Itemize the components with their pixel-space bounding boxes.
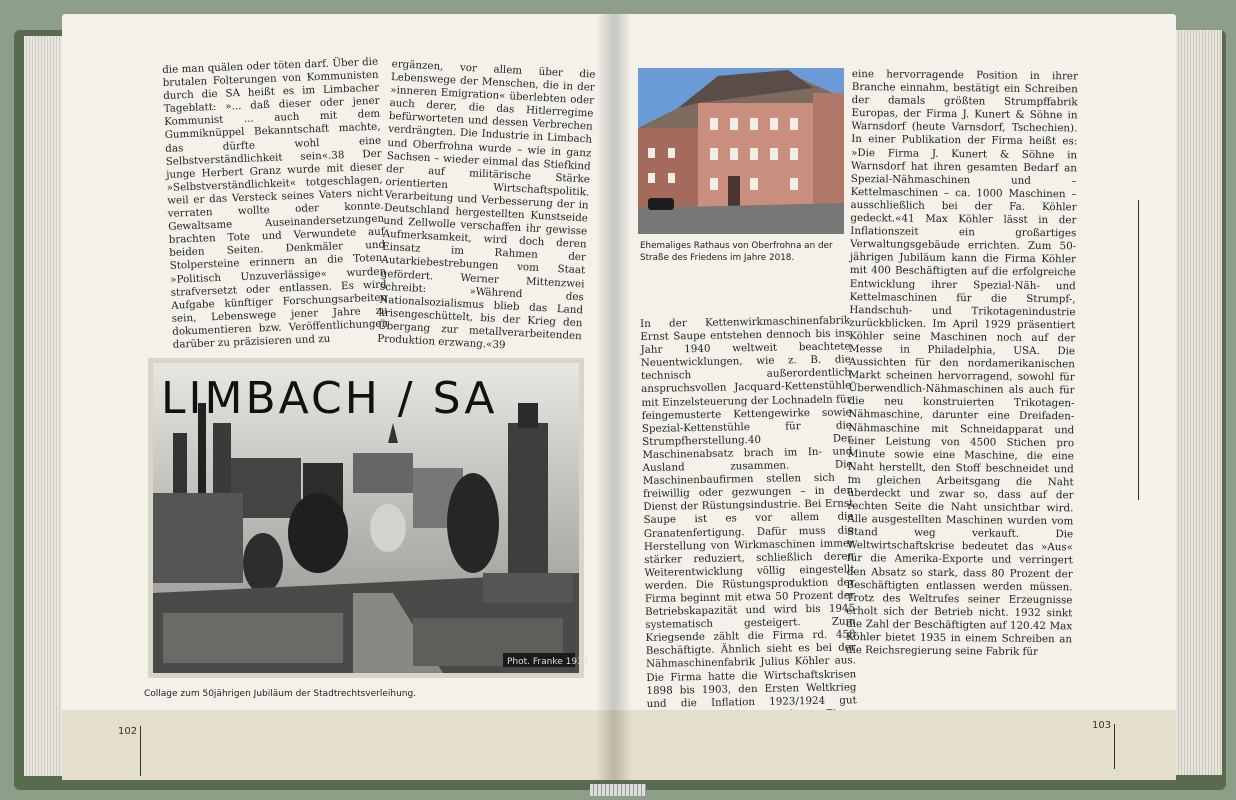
page-edges-right	[1170, 30, 1222, 775]
left-page	[62, 14, 614, 780]
right-column-2-text: eine hervorragende Position in ihrer Branche einnahm, bestätigt ein Schreiben der damals größten Strumpffabrik Europas, der Firma J. Kunert & Söhne in Warnsdorf (heute Varnsdorf, Tschechien). In einer Publikation der Firma heißt es: »Die Firma J. Kunert & Söhne in Warnsdorf hat ihren gesamten Bedarf an Spezial-Nähmaschinen und – Kettelmaschinen – ca. 1000 Maschinen – ausschließlich bei der Fa. Köhler gedeckt.«41 Max Köhler lässt in der Inflationszeit ein großartiges Verwaltungsgebäude errichten. Zum 50-jährigen Jubiläum kann die Firma Köhler mit 400 Beschäftigten auf die erfolgreiche Entwicklung ihrer Spezial-Näh- und Kettelmaschinen für die Strumpf-, Handschuh- und Trikotagenindustrie zurückblicken. Im April 1929 präsentiert Köhler seine Maschinen noch auf der Messe in Philadelphia, USA. Die Aussichten für den nordamerikanischen Markt scheinen hervorragend, sowohl für Überwendlich-Nähmaschinen als auch für die neu konstruierten Trikotagen-Nähmaschine, darunter eine Dreifaden-Nähmaschine mit Schneidapparat und einer Leistung von 4500 Stichen pro Minute sowie eine Maschine, die eine Naht herstellt, den Stoff beschneidet und im gleichen Arbeitsgang die Naht überdeckt und zwar so, dass auf der rechten Seite die Naht unsichtbar wird. Alle ausgestellten Maschinen wurden vom Stand weg verkauft. Die Weltwirtschaftskrise bedeutet das »Aus« für die Amerika-Exporte und verringert den Absatz so stark, dass 80 Prozent der Beschäftigten entlassen werden müssen. Trotz des Weltrufes seiner Erzeugnisse erholt sich der Betrieb nicht. 1932 sinkt die Zahl der Beschäftigten auf 120.42 Max Köhler bietet 1935 in einem Schreiben an die Reichsregierung seine Fabrik für	[845, 68, 1078, 659]
photo-credit: Phot. Franke 1937	[507, 657, 589, 667]
page-number-right: 103	[1092, 720, 1112, 731]
collage-title: LIMBACH / SA	[161, 373, 498, 424]
page-number-left: 102	[118, 726, 138, 737]
limbach-collage-photo	[148, 358, 589, 678]
right-page	[614, 14, 1176, 780]
right-page-column-1	[640, 314, 857, 737]
right-page-column-2	[846, 68, 1078, 660]
left-page-column-2	[377, 58, 596, 356]
left-column-2-text: ergänzen, vor allem über die Lebenswege der Menschen, die in der »inneren Emigration« überlebten oder auch derer, die das Hitlerregime befürworteten und dessen Verbrechen verdrängten. Die Industrie in Limbach und Oberfrohna wurde – wie in ganz Sachsen – wieder einmal das Stiefkind der auf militärische Stärke orientierten Wirtschaftspolitik. Verarbeitung und Verbesserung der in Deutschland hergestellten Kunstseide und Zellwolle verschaffen ihr gewisse Aufmerksamkeit, wird doch deren Einsatz im Rahmen der Autarkiebestrebungen vom Staat gefördert. Werner Mittenzwei schreibt: »Während des Nationalsozialismus blieb das Land krisengeschüttelt, bis der Krieg den Übergang zur metallverarbeitenden Produktion erzwang.«39	[376, 58, 596, 352]
left-footer-band	[62, 710, 614, 780]
right-margin-rule	[1138, 200, 1139, 500]
collage-caption: Collage zum 50jährigen Jubiläum der Stadtrechtsverleihung.	[144, 689, 417, 699]
left-page-rule	[140, 726, 141, 776]
limbach-collage-image	[153, 363, 589, 673]
book-gutter	[596, 14, 632, 780]
right-page-rule	[1114, 724, 1115, 769]
left-column-1-text: die man quälen oder töten darf. Über die brutalen Folterungen von Kommunisten durch die SA heißt es im Limbacher Tageblatt: »... daß dieser oder jener Kommunist ... auch mit dem Gummiknüppel Bekanntschaft machte, das dürfte wohl eine Selbstverständlichkeit sein«.38 Der junge Herbert Granz wurde mit dieser »Selbstverständlichkeit« totgeschlagen, weil er das Versteck seines Vaters nicht verraten wollte oder konnte. Gewaltsame Auseinandersetzungen brachten Tote und Verwundete auf beiden Seiten. Denkmäler und Stolpersteine erinnern an die Toten. »Politisch Unzuverlässige« wurden strafversetzt oder entlassen. Es wird Aufgabe künftiger Forschungsarbeiten sein, Lebenswege jener Jahre zu dokumentieren bzw. Veröffentlichungen darüber zu präzisieren und zu	[162, 55, 389, 351]
right-column-1-text: In der Kettenwirkmaschinenfabrik Ernst Saupe entstehen dennoch bis ins Jahr 1940 weltweit beachtete Neuentwicklungen, wie z. B. die technisch außerordentlich anspruchsvollen Jacquard-Kettenstühle mit Einzelsteuerung der Lochnadeln für feingemusterte Kettengewirke sowie Spezial-Kettenstühle für die Strumpfherstellung.40 Der Maschinenabsatz brach im In- und Ausland zusammen. Die Maschinenbaufirmen stellen sich – freiwillig oder gezwungen – in den Dienst der Rüstungsindustrie. Bei Ernst Saupe ist es vor allem die Granatenfertigung. Dafür muss die Herstellung von Wirkmaschinen immer stärker reduziert, schließlich deren Weiterentwicklung völlig eingestellt werden. Die Rüstungsproduktion der Firma beginnt mit etwa 50 Prozent der Betriebskapazität und wird bis 1945 systematisch gesteigert. Zum Kriegsende zählt die Firma rd. 450 Beschäftigte. Ähnlich sieht es bei der Nähmaschinenfabrik Julius Köhler aus. Die Firma hatte die Wirtschaftskrisen 1898 bis 1903, den Ersten Weltkrieg und die Inflation 1923/1924 gut	[640, 314, 857, 710]
page-edges-left	[24, 36, 64, 776]
rathaus-image	[638, 68, 844, 234]
rathaus-caption: Ehemaliges Rathaus von Oberfrohna an der Straße des Friedens im Jahre 2018.	[640, 241, 833, 263]
left-page-column-1	[162, 56, 389, 352]
spine-barcode	[590, 784, 646, 796]
rathaus-photo	[638, 68, 844, 234]
